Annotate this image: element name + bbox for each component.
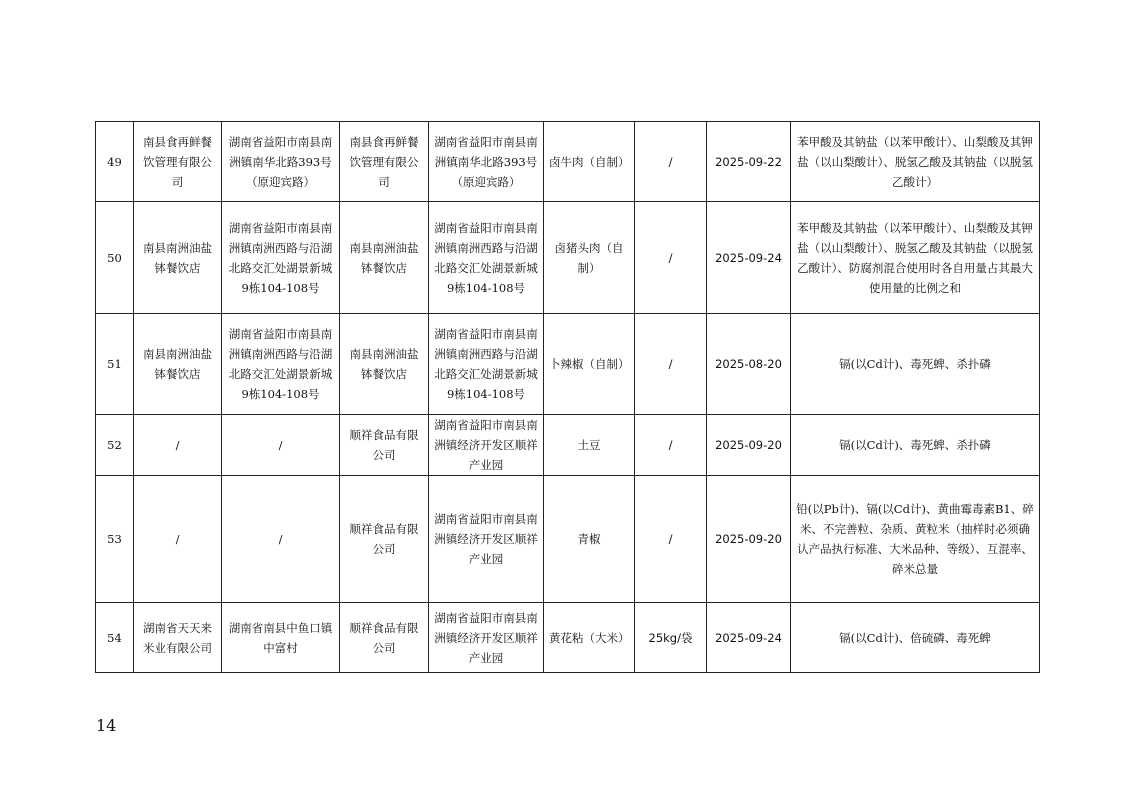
row-number: 54 bbox=[96, 603, 134, 673]
sampled-address-cell: 湖南省益阳市南县南洲镇南华北路393号（原迎宾路） bbox=[222, 122, 340, 202]
producer-cell: 南县食再鲜餐饮管理有限公司 bbox=[340, 122, 429, 202]
spec-cell: 25kg/袋 bbox=[635, 603, 707, 673]
spec-cell: / bbox=[635, 202, 707, 314]
sampling-table bbox=[95, 121, 1040, 673]
row-number: 53 bbox=[96, 476, 134, 603]
date-cell: 2025-09-22 bbox=[707, 122, 791, 202]
test-items-cell: 镉(以Cd计)、倍硫磷、毒死蜱 bbox=[791, 603, 1040, 673]
producer-address-cell: 湖南省益阳市南县南洲镇经济开发区顺祥产业园 bbox=[429, 476, 544, 603]
date-cell: 2025-08-20 bbox=[707, 314, 791, 415]
test-items-cell: 镉(以Cd计)、毒死蜱、杀扑磷 bbox=[791, 415, 1040, 476]
producer-address-cell: 湖南省益阳市南县南洲镇经济开发区顺祥产业园 bbox=[429, 415, 544, 476]
row-number: 51 bbox=[96, 314, 134, 415]
sampled-address-cell: 湖南省益阳市南县南洲镇南洲西路与沿湖北路交汇处湖景新城9栋104-108号 bbox=[222, 314, 340, 415]
test-items-cell: 苯甲酸及其钠盐（以苯甲酸计）、山梨酸及其钾盐（以山梨酸计）、脱氢乙酸及其钠盐（以脱氢乙酸计）、防腐剂混合使用时各自用量占其最大使用量的比例之和 bbox=[791, 202, 1040, 314]
producer-address-cell: 湖南省益阳市南县南洲镇南洲西路与沿湖北路交汇处湖景新城9栋104-108号 bbox=[429, 202, 544, 314]
spec-cell: / bbox=[635, 415, 707, 476]
food-name-cell: 青椒 bbox=[544, 476, 635, 603]
food-name-cell: 卤牛肉（自制） bbox=[544, 122, 635, 202]
page-number: 14 bbox=[96, 716, 117, 735]
food-name-cell: 卜辣椒（自制） bbox=[544, 314, 635, 415]
table-row bbox=[96, 314, 1040, 415]
date-cell: 2025-09-24 bbox=[707, 603, 791, 673]
spec-cell: / bbox=[635, 122, 707, 202]
producer-cell: 南县南洲油盐钵餐饮店 bbox=[340, 202, 429, 314]
producer-address-cell: 湖南省益阳市南县南洲镇南洲西路与沿湖北路交汇处湖景新城9栋104-108号 bbox=[429, 314, 544, 415]
test-items-cell: 镉(以Cd计)、毒死蜱、杀扑磷 bbox=[791, 314, 1040, 415]
sampled-unit-cell: 南县南洲油盐钵餐饮店 bbox=[134, 202, 222, 314]
sampled-unit-cell: 南县食再鲜餐饮管理有限公司 bbox=[134, 122, 222, 202]
table-row bbox=[96, 122, 1040, 202]
sampled-address-cell: / bbox=[222, 415, 340, 476]
sampled-unit-cell: 湖南省天天来米业有限公司 bbox=[134, 603, 222, 673]
date-cell: 2025-09-20 bbox=[707, 476, 791, 603]
producer-cell: 顺祥食品有限公司 bbox=[340, 476, 429, 603]
test-items-cell: 铅(以Pb计)、镉(以Cd计)、黄曲霉毒素B1、碎米、不完善粒、杂质、黄粒米（抽样时必须确认产品执行标准、大米品种、等级）、互混率、碎米总量 bbox=[791, 476, 1040, 603]
date-cell: 2025-09-24 bbox=[707, 202, 791, 314]
producer-cell: 南县南洲油盐钵餐饮店 bbox=[340, 314, 429, 415]
food-name-cell: 卤猪头肉（自制） bbox=[544, 202, 635, 314]
producer-address-cell: 湖南省益阳市南县南洲镇经济开发区顺祥产业园 bbox=[429, 603, 544, 673]
table-row bbox=[96, 415, 1040, 476]
test-items-cell: 苯甲酸及其钠盐（以苯甲酸计）、山梨酸及其钾盐（以山梨酸计）、脱氢乙酸及其钠盐（以脱氢乙酸计） bbox=[791, 122, 1040, 202]
row-number: 50 bbox=[96, 202, 134, 314]
sampled-unit-cell: 南县南洲油盐钵餐饮店 bbox=[134, 314, 222, 415]
producer-cell: 顺祥食品有限公司 bbox=[340, 603, 429, 673]
sampled-address-cell: 湖南省益阳市南县南洲镇南洲西路与沿湖北路交汇处湖景新城9栋104-108号 bbox=[222, 202, 340, 314]
producer-cell: 顺祥食品有限公司 bbox=[340, 415, 429, 476]
producer-address-cell: 湖南省益阳市南县南洲镇南华北路393号（原迎宾路） bbox=[429, 122, 544, 202]
row-number: 49 bbox=[96, 122, 134, 202]
spec-cell: / bbox=[635, 314, 707, 415]
sampled-unit-cell: / bbox=[134, 476, 222, 603]
spec-cell: / bbox=[635, 476, 707, 603]
sampled-address-cell: / bbox=[222, 476, 340, 603]
sampled-address-cell: 湖南省南县中鱼口镇中富村 bbox=[222, 603, 340, 673]
food-name-cell: 黄花粘（大米） bbox=[544, 603, 635, 673]
table-row bbox=[96, 603, 1040, 673]
row-number: 52 bbox=[96, 415, 134, 476]
date-cell: 2025-09-20 bbox=[707, 415, 791, 476]
food-name-cell: 土豆 bbox=[544, 415, 635, 476]
table-row bbox=[96, 202, 1040, 314]
table-row bbox=[96, 476, 1040, 603]
sampled-unit-cell: / bbox=[134, 415, 222, 476]
